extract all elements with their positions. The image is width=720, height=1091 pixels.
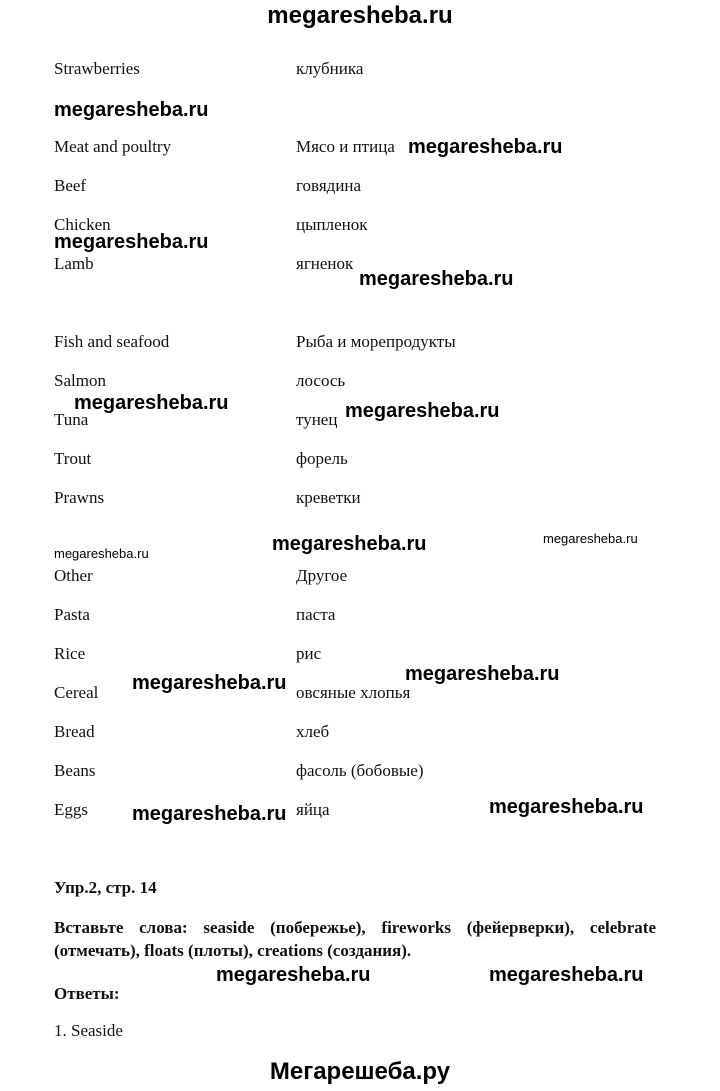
vocab-en: Fish and seafood (54, 332, 170, 351)
watermark: megaresheba.ru (132, 803, 287, 825)
vocab-ru: тунец (296, 410, 338, 429)
vocab-ru: говядина (296, 176, 362, 195)
vocab-en: Bread (54, 722, 95, 741)
vocab-ru: овсяные хлопья (296, 683, 411, 702)
watermark: megaresheba.ru (489, 796, 644, 818)
vocab-en: Rice (54, 644, 86, 663)
vocab-ru: фасоль (бобовые) (296, 761, 424, 780)
watermark: megaresheba.ru (345, 400, 500, 422)
exercise-title: Упр.2, стр. 14 (54, 878, 157, 897)
watermark: megaresheba.ru (54, 546, 149, 561)
exercise-task: Вставьте слова: seaside (побережье), fireworks (фейерверки), celebrate (отмечать), floats (плоты), creations (создания). (54, 918, 656, 960)
vocab-ru: Мясо и птица (296, 137, 395, 156)
vocab-ru: ягненок (296, 254, 354, 273)
vocab-ru: паста (296, 605, 336, 624)
page-footer-site: Мегарешеба.ру (269, 1058, 451, 1085)
vocab-en: Meat and poultry (54, 137, 172, 156)
watermark: megaresheba.ru (132, 672, 287, 694)
vocab-en: Cereal (54, 683, 99, 702)
watermark: megaresheba.ru (216, 964, 371, 986)
vocab-en: Chicken (54, 215, 111, 234)
vocab-ru: форель (296, 449, 348, 468)
vocab-en: Prawns (54, 488, 105, 507)
watermark: megaresheba.ru (54, 99, 209, 121)
watermark: megaresheba.ru (74, 392, 229, 414)
watermark: megaresheba.ru (405, 663, 560, 685)
watermark: megaresheba.ru (489, 964, 644, 986)
answer-item: 1. Seaside (54, 1021, 123, 1040)
vocab-ru: лосось (296, 371, 346, 390)
vocab-en: Eggs (54, 800, 88, 819)
vocab-ru: рис (296, 644, 322, 663)
watermark: megaresheba.ru (543, 531, 638, 546)
answers-label: Ответы: (54, 984, 120, 1003)
vocab-ru: цыпленок (296, 215, 368, 234)
watermark: megaresheba.ru (272, 533, 427, 555)
vocab-en: Other (54, 566, 93, 585)
vocab-en: Beans (54, 761, 96, 780)
vocab-en: Salmon (54, 371, 106, 390)
vocab-ru: Рыба и морепродукты (296, 332, 456, 351)
vocab-ru: клубника (296, 59, 364, 78)
page-header-site: megaresheba.ru (267, 2, 453, 29)
vocab-en: Trout (54, 449, 92, 468)
vocab-en: Strawberries (54, 59, 140, 78)
vocab-en: Pasta (54, 605, 90, 624)
vocab-ru: креветки (296, 488, 361, 507)
watermark: megaresheba.ru (359, 268, 514, 290)
watermark: megaresheba.ru (408, 136, 563, 158)
vocab-ru: хлеб (296, 722, 330, 741)
vocab-en: Tuna (54, 410, 89, 429)
vocab-ru: Другое (296, 566, 348, 585)
watermark: megaresheba.ru (54, 231, 209, 253)
vocab-en: Lamb (54, 254, 94, 273)
vocab-en: Beef (54, 176, 87, 195)
vocab-ru: яйца (296, 800, 330, 819)
